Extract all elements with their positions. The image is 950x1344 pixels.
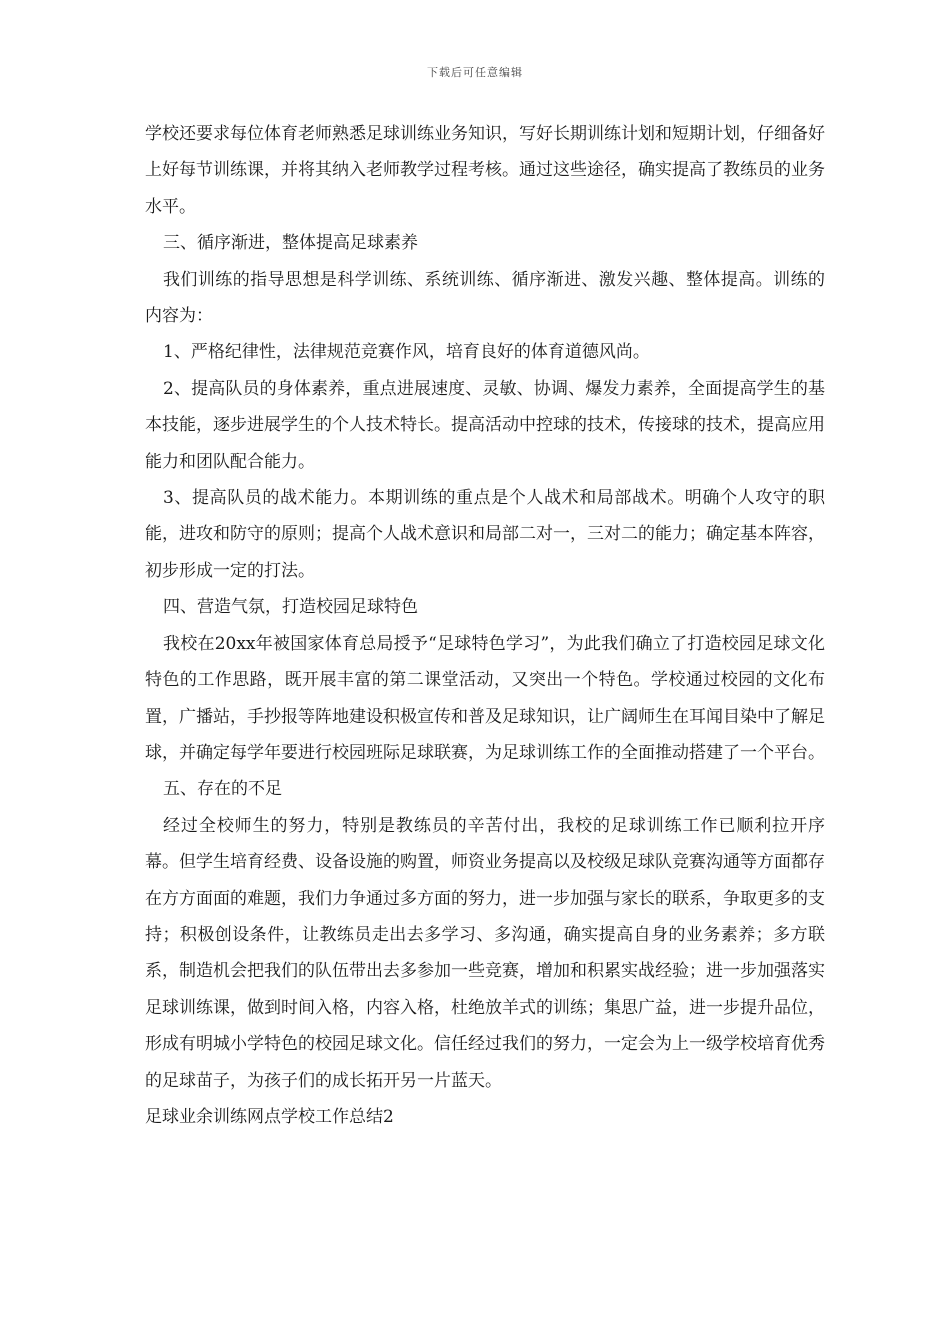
- section-heading-3: 三、循序渐进，整体提高足球素养: [163, 233, 418, 254]
- paragraph-football-culture: 我校在20xx年被国家体育总局授予“足球特色学习”，为此我们确立了打造校园足球文化特色的工作思路，既开展丰富的第二课堂活动，又突出一个特色。学校通过校园的文化布置，广播站，手抄报等阵地建设积极宣传和普及足球知识，让广阔师生在耳闻目染中了解足球，并确定每学年要进行校园班际足球联赛，为足球训练工作的全面推动搭建了一个平台。: [145, 633, 825, 763]
- paragraph-training-philosophy: 我们训练的指导思想是科学训练、系统训练、循序渐进、激发兴趣、整体提高。训练的内容为：: [145, 269, 825, 327]
- list-item-3: 3、提高队员的战术能力。本期训练的重点是个人战术和局部战术。明确个人攻守的职能，进攻和防守的原则；提高个人战术意识和局部二对一，三对二的能力；确定基本阵容，初步形成一定的打法。: [145, 488, 825, 581]
- paragraph-shortcomings: 经过全校师生的努力，特别是教练员的辛苦付出，我校的足球训练工作已顺利拉开序幕。但学生培育经费、设备设施的购置，师资业务提高以及校级足球队竞赛沟通等方面都存在方方面面的难题，我们力争通过多方面的努力，进一步加强与家长的联系，争取更多的支持；积极创设条件，让教练员走出去多学习、多沟通，确实提高自身的业务素养；多方联系，制造机会把我们的队伍带出去多参加一些竞赛，增加和积累实战经验；进一步加强落实足球训练课，做到时间入格，内容入格，杜绝放羊式的训练；集思广益，进一步提升品位，形成有明城小学特色的校园足球文化。信任经过我们的努力，一定会为上一级学校培育优秀的足球苗子，为孩子们的成长拓开另一片蓝天。: [145, 815, 825, 1091]
- page-header: 下载后可任意编辑: [427, 66, 523, 79]
- list-item-1: 1、严格纪律性，法律规范竞赛作风，培育良好的体育道德风尚。: [163, 342, 650, 363]
- section-heading-4: 四、营造气氛，打造校园足球特色: [163, 597, 418, 618]
- list-item-2: 2、提高队员的身体素养，重点进展速度、灵敏、协调、爆发力素养，全面提高学生的基本技能，逐步进展学生的个人技术特长。提高活动中控球的技术，传接球的技术，提高应用能力和团队配合能力。: [145, 378, 825, 472]
- document-body: [145, 116, 825, 1135]
- document-title-2: 足球业余训练网点学校工作总结2: [145, 1106, 394, 1127]
- section-heading-5: 五、存在的不足: [163, 779, 282, 800]
- paragraph-coach-requirements: 学校还要求每位体育老师熟悉足球训练业务知识，写好长期训练计划和短期计划，仔细备好上好每节训练课，并将其纳入老师教学过程考核。通过这些途径，确实提高了教练员的业务水平。: [145, 124, 825, 217]
